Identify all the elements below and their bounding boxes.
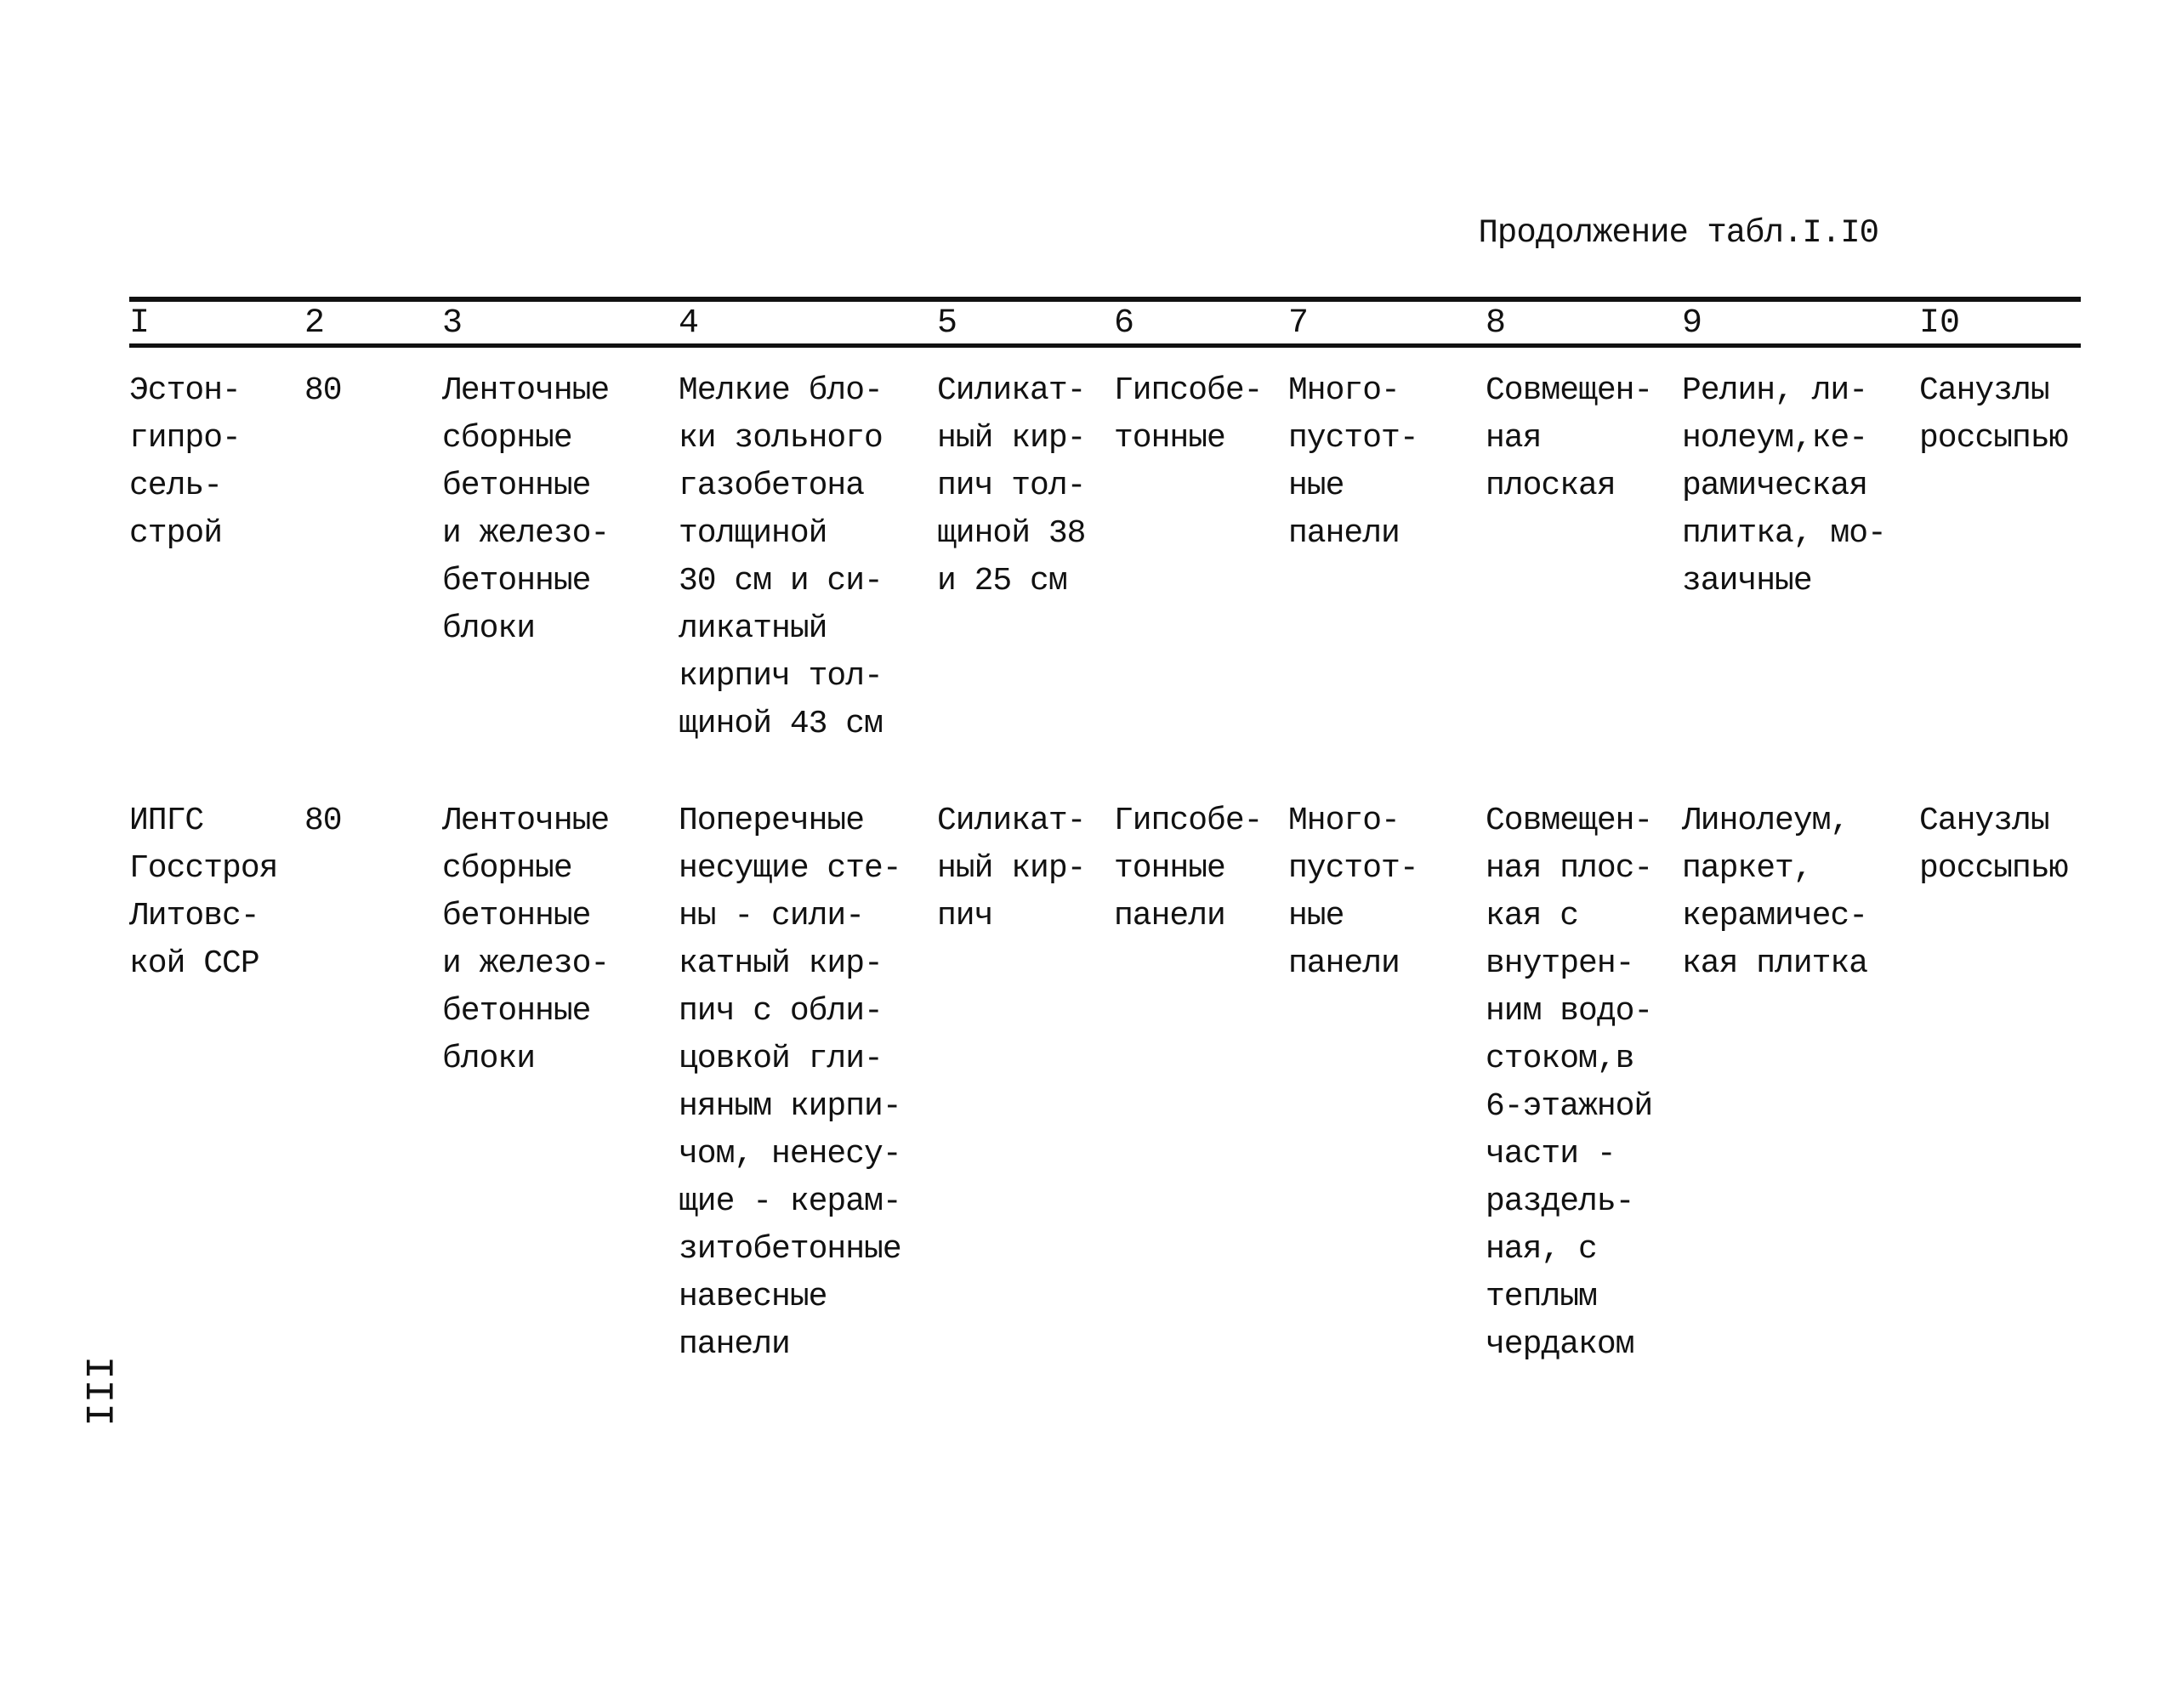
cell-line: Гипсобе- — [1114, 803, 1263, 839]
cell-line: цовкой гли- — [679, 1041, 883, 1077]
table-cell — [1288, 797, 1418, 988]
cell-line: ним водо- — [1486, 993, 1653, 1030]
table-cell — [937, 797, 1085, 940]
cell-line: плоская — [1486, 468, 1616, 504]
cell-line: Госстроя — [129, 850, 278, 887]
cell-line: ные — [1288, 468, 1344, 504]
cell-line: бетонные — [442, 563, 591, 599]
cell-line: Релин, ли- — [1682, 372, 1868, 409]
table-cell — [1682, 367, 1886, 605]
cell-line: кая с — [1486, 898, 1579, 934]
cell-line: несущие сте- — [679, 850, 901, 887]
cell-line: пич тол- — [937, 468, 1086, 504]
cell-line: навесные — [679, 1279, 827, 1315]
table-cell — [1288, 367, 1418, 558]
cell-line: пустот- — [1288, 850, 1418, 887]
cell-line: Силикат- — [937, 803, 1086, 839]
cell-line: теплым — [1486, 1279, 1597, 1315]
cell-line: и железо- — [442, 515, 610, 552]
cell-line: бетонные — [442, 898, 591, 934]
cell-line: пустот- — [1288, 420, 1418, 457]
cell-line: тонные — [1114, 850, 1225, 887]
cell-line: Поперечные — [679, 803, 865, 839]
column-header-10: I0 — [1919, 304, 1961, 343]
table-cell — [1486, 367, 1652, 510]
cell-line: Гипсобе- — [1114, 372, 1263, 409]
cell-line: Линолеум, — [1682, 803, 1849, 839]
table-cell — [937, 367, 1085, 605]
table-cell — [304, 797, 342, 845]
table-cell — [1919, 797, 2067, 893]
cell-line: панели — [1288, 515, 1400, 552]
cell-line: Мелкие бло- — [679, 372, 883, 409]
cell-line: россыпью — [1919, 420, 2068, 457]
column-header-5: 5 — [937, 304, 958, 343]
cell-line: щиной 38 — [937, 515, 1086, 552]
cell-line: кой ССР — [129, 945, 259, 982]
table-cell — [1114, 797, 1262, 940]
cell-line: паркет, — [1682, 850, 1812, 887]
cell-line: блоки — [442, 610, 536, 647]
column-header-6: 6 — [1114, 304, 1135, 343]
table-cell — [679, 797, 901, 1369]
table-cell — [304, 367, 342, 415]
cell-line: кая плитка — [1682, 945, 1868, 982]
cell-line: Много- — [1288, 372, 1400, 409]
table-header-rule — [129, 343, 2081, 348]
cell-line: Ленточные — [442, 372, 610, 409]
cell-line: тонные — [1114, 420, 1225, 457]
cell-line: чом, ненесу- — [679, 1136, 901, 1172]
cell-line: бетонные — [442, 468, 591, 504]
cell-line: россыпью — [1919, 850, 2068, 887]
cell-line: ны - сили- — [679, 898, 865, 934]
column-header-8: 8 — [1486, 304, 1507, 343]
cell-line: Эстон- — [129, 372, 241, 409]
cell-line: ки зольного — [679, 420, 883, 457]
cell-line: ная, с — [1486, 1231, 1597, 1268]
cell-line: Санузлы — [1919, 372, 2049, 409]
cell-line: газобетона — [679, 468, 865, 504]
cell-line: катный кир- — [679, 945, 883, 982]
table-cell — [442, 797, 609, 1083]
cell-line: ный кир- — [937, 420, 1086, 457]
cell-line: Совмещен- — [1486, 372, 1653, 409]
cell-line: Силикат- — [937, 372, 1086, 409]
table-cell — [1919, 367, 2067, 462]
cell-line: и 25 см — [937, 563, 1067, 599]
table-cell — [1682, 797, 1867, 988]
cell-line: гипро- — [129, 420, 241, 457]
cell-line: щие - керам- — [679, 1183, 901, 1220]
cell-line: строй — [129, 515, 223, 552]
cell-line: ный кир- — [937, 850, 1086, 887]
cell-line: и железо- — [442, 945, 610, 982]
cell-line: 80 — [304, 372, 342, 409]
cell-line: ликатный — [679, 610, 827, 647]
cell-line: ная — [1486, 420, 1542, 457]
column-header-1: I — [129, 304, 151, 343]
cell-line: чердаком — [1486, 1326, 1634, 1363]
cell-line: толщиной — [679, 515, 827, 552]
column-header-9: 9 — [1682, 304, 1703, 343]
cell-line: панели — [1114, 898, 1225, 934]
cell-line: 6-этажной — [1486, 1088, 1653, 1125]
column-header-3: 3 — [442, 304, 463, 343]
cell-line: сель- — [129, 468, 223, 504]
cell-line: панели — [679, 1326, 790, 1363]
cell-line: заичные — [1682, 563, 1812, 599]
column-header-7: 7 — [1288, 304, 1310, 343]
cell-line: части - — [1486, 1136, 1616, 1172]
table-caption: Продолжение табл.I.I0 — [1478, 214, 1878, 252]
cell-line: щиной 43 см — [679, 706, 883, 742]
page-number: III — [75, 1356, 119, 1427]
cell-line: пич — [937, 898, 993, 934]
table-top-rule — [129, 297, 2081, 302]
cell-line: внутрен- — [1486, 945, 1634, 982]
table-cell — [1114, 367, 1262, 462]
cell-line: сборные — [442, 420, 572, 457]
cell-line: 80 — [304, 803, 342, 839]
cell-line: зитобетонные — [679, 1231, 901, 1268]
cell-line: нолеум,ке- — [1682, 420, 1868, 457]
table-cell — [679, 367, 883, 748]
cell-line: кирпич тол- — [679, 658, 883, 695]
cell-line: Много- — [1288, 803, 1400, 839]
cell-line: няным кирпи- — [679, 1088, 901, 1125]
cell-line: Литовс- — [129, 898, 259, 934]
cell-line: Ленточные — [442, 803, 610, 839]
cell-line: Совмещен- — [1486, 803, 1653, 839]
cell-line: панели — [1288, 945, 1400, 982]
table-cell — [1486, 797, 1652, 1369]
cell-line: плитка, мо- — [1682, 515, 1886, 552]
cell-line: рамическая — [1682, 468, 1868, 504]
cell-line: ные — [1288, 898, 1344, 934]
cell-line: Санузлы — [1919, 803, 2049, 839]
column-header-2: 2 — [304, 304, 326, 343]
cell-line: керамичес- — [1682, 898, 1868, 934]
cell-line: ИПГС — [129, 803, 204, 839]
cell-line: стоком,в — [1486, 1041, 1634, 1077]
column-header-4: 4 — [679, 304, 700, 343]
table-cell — [129, 797, 277, 988]
table-cell — [129, 367, 241, 558]
table-cell — [442, 367, 609, 653]
cell-line: 30 см и си- — [679, 563, 883, 599]
cell-line: пич с обли- — [679, 993, 883, 1030]
cell-line: ная плос- — [1486, 850, 1653, 887]
cell-line: блоки — [442, 1041, 536, 1077]
cell-line: раздель- — [1486, 1183, 1634, 1220]
cell-line: бетонные — [442, 993, 591, 1030]
cell-line: сборные — [442, 850, 572, 887]
